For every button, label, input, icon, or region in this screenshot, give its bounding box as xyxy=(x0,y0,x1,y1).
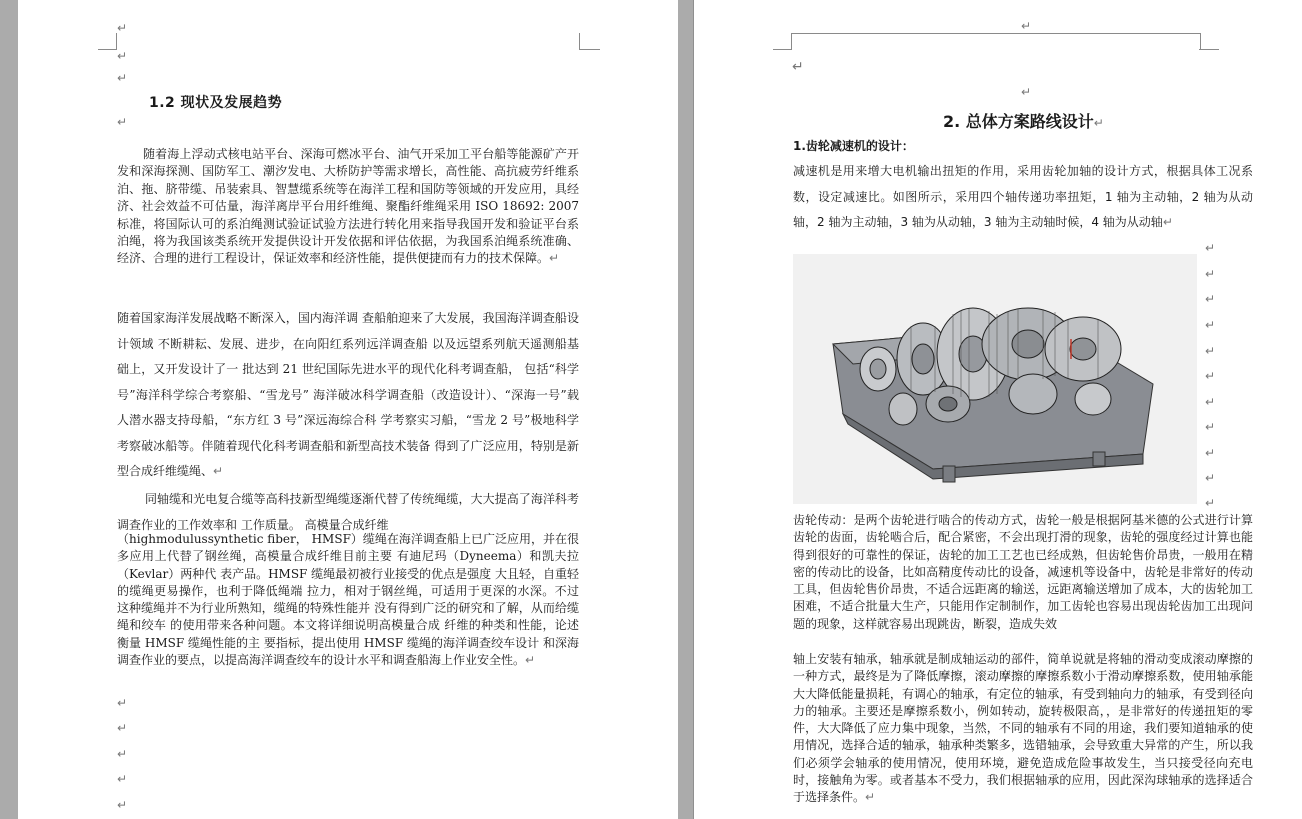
paragraph-mark: ↵ xyxy=(1205,369,1216,383)
paragraph-text: 随着海上浮动式核电站平台、深海可燃冰平台、油气开采加工平台船等能源矿产开发和深海探测、国防军工、潮汐发电、大桥防护等需求增长，高性能、高抗疲劳纤维系泊、拖、脐带缆、吊装索具、智慧缆系统等在海洋工程和国防等领域的开发应用，具经济、社会效益不可估量，海洋离岸平台用纤维绳、聚酯纤维绳采用 ISO 18692: 2007 标准，将国际认可的系泊绳测试验证试验方法进行转化用来指导我国开发和验证平台系泊绳，将为我国该类系统开发提供设计开发依据和评估依据，为我国系泊绳系统准确、经济、合理的进行工程设计，保证效率和经济性能，提供便捷而有力的技术保障。 xyxy=(117,147,579,266)
paragraph-text: （highmodulussynthetic fiber， HMSF）缆绳在海洋调查船上已广泛应用，并在很多应用上代替了钢丝绳，高模量合成纤维目前主要 有迪尼玛（Dyneema）和凯夫拉（Kevlar）两种代 表产品。HMSF 缆绳最初被行业接受的优点是强度 大且轻，自重轻的缆绳更易操作，也利于降低绳端 拉力，相对于钢丝绳，可适用于更深的水深。不过 这种缆绳并不为行业所熟知，缆绳的特殊性能并 没有得到广泛的研究和了解，从而给缆绳和绞车 的使用带来各种问题。本文将详细说明高模量合成 纤维的种类和性能，论述衡量 HMSF 缆绳性能的主 要指标，提出使用 HMSF 缆绳的海洋调查绞车设计 和深海调查作业的要点，以提高海洋调查绞车的设计水平和调查船海上作业安全性。 xyxy=(117,532,579,668)
paragraph-text: 齿轮传动：是两个齿轮进行啮合的传动方式，齿轮一般是根据阿基米德的公式进行计算齿轮的齿面，齿轮啮合后，配合紧密，不会出现打滑的现象，齿轮的强度经过计算也能得到很好的可靠性的保证，齿轮的加工工艺也已经成熟，但齿轮售价昂贵，一般用在精密的传动比的设备，比如高精度传动比的设备，减速机等设备中，齿轮是非常好的传动工具，但齿轮售价昂贵，不适合远距离的输送，远距离输送增加了成本，大的齿轮加工困难，不适合批量大生产，只能用作定制制作，加工齿轮也容易出现齿轮齿加工出现问题的现象，这样就容易出现跳齿，断裂，造成失效 xyxy=(793,513,1253,631)
body-paragraph xyxy=(793,512,1253,633)
paragraph-mark: ↵ xyxy=(1205,292,1216,306)
paragraph-mark: ↵ xyxy=(117,49,128,63)
paragraph-mark: ↵ xyxy=(117,747,128,761)
gear-reducer-figure xyxy=(793,254,1197,504)
crop-mark-top-left xyxy=(773,49,791,50)
section-heading: 1.2 现状及发展趋势 xyxy=(149,95,283,111)
header-frame xyxy=(791,33,1201,50)
paragraph-mark: ↵ xyxy=(792,59,804,75)
gear-reducer-image xyxy=(793,254,1197,504)
body-paragraph xyxy=(117,146,579,268)
paragraph-mark: ↵ xyxy=(1205,318,1216,332)
left-page xyxy=(18,0,678,819)
right-page xyxy=(693,0,1302,819)
crop-mark-top-right xyxy=(1199,49,1219,50)
paragraph-mark: ↵ xyxy=(117,798,128,812)
paragraph-mark: ↵ xyxy=(1205,344,1216,358)
body-paragraph xyxy=(117,531,579,669)
paragraph-mark: ↵ xyxy=(117,772,128,786)
paragraph-mark: ↵ xyxy=(1021,19,1032,33)
subsection-heading: 1.齿轮减速机的设计： xyxy=(793,139,914,153)
body-paragraph xyxy=(117,306,579,485)
paragraph-mark: ↵ xyxy=(1021,85,1032,99)
paragraph-mark: ↵ xyxy=(1205,395,1216,409)
crop-mark-top-left xyxy=(98,33,117,50)
paragraph-mark: ↵ xyxy=(1205,241,1216,255)
paragraph-mark: ↵ xyxy=(117,115,128,129)
page-edge xyxy=(693,0,694,819)
paragraph-mark: ↵ xyxy=(1205,446,1216,460)
paragraph-text: 随着国家海洋发展战略不断深入，国内海洋调 查船舶迎来了大发展，我国海洋调查船设计领域 不断耕耘、发展、进步，在向阳红系列远洋调查船 以及远望系列航天遥测船基础上，又开发设计了一 批达到 21 世纪国际先进水平的现代化科考调查船， 包括“科学号”海洋科学综合考察船、“雪龙号” 海洋破冰科学调查船（改造设计）、“深海一号”载 人潜水器支持母船，“东方红 3 号”深远海综合科 学考察实习船，“雪龙 2 号”极地科学考察破冰船等。伴随着现代化科考调查船和新型高技术装备 得到了广泛应用，特别是新型合成纤维缆绳、 xyxy=(117,311,579,478)
crop-mark-top-right xyxy=(579,33,600,50)
paragraph-mark: ↵ xyxy=(1205,496,1216,510)
paragraph-mark: ↵ xyxy=(1093,116,1104,130)
paragraph-mark: ↵ xyxy=(117,71,128,85)
paragraph-mark: ↵ xyxy=(549,251,560,266)
paragraph-mark: ↵ xyxy=(525,653,536,668)
body-paragraph xyxy=(793,159,1253,236)
paragraph-mark: ↵ xyxy=(865,790,876,805)
paragraph-text: 同轴缆和光电复合缆等高科技新型绳缆逐渐代替了传统绳缆，大大提高了海洋科考调查作业的工作效率和 工作质量。 高模量合成纤维 xyxy=(117,492,579,532)
paragraph-mark: ↵ xyxy=(117,696,128,710)
paragraph-mark: ↵ xyxy=(117,21,128,35)
paragraph-text: 轴上安装有轴承，轴承就是制成轴运动的部件，简单说就是将轴的滑动变成滚动摩擦的一种方式，最终是为了降低摩擦，滚动摩擦的摩擦系数小于滑动摩擦系数，使用轴承能大大降低能量损耗，有调心的轴承，有定位的轴承，有受到轴向力的轴承，有受到径向力的轴承。主要还是摩擦系数小，例如转动，旋转极限高，，是非常好的传递扭矩的零件，大大降低了应力集中现象，当然，不同的轴承有不同的用途，我们要知道轴承的使用情况，选择合适的轴承，轴承种类繁多，选错轴承，会导致重大异常的产生，所以我们必须学会轴承的使用情况，使用环境，避免造成危险事故发生，当只接受径向充电时，接触角为零。或者基本不受力，我们根据轴承的应用，因此深沟球轴承的选择适合于选择条件。 xyxy=(793,652,1253,805)
body-paragraph xyxy=(793,651,1253,807)
paragraph-text: 减速机是用来增大电机输出扭矩的作用，采用齿轮加轴的设计方式，根据具体工况系数，设定减速比。如图所示，采用四个轴传递功率扭矩，1 轴为主动轴，2 轴为从动轴，2 轴为主动轴，3 轴为从动轴，3 轴为主动轴时候，4 轴为从动轴 xyxy=(793,164,1253,229)
paragraph-mark: ↵ xyxy=(1162,215,1173,229)
paragraph-mark: ↵ xyxy=(1205,420,1216,434)
paragraph-mark: ↵ xyxy=(213,464,224,478)
paragraph-mark: ↵ xyxy=(1205,471,1216,485)
paragraph-mark: ↵ xyxy=(1205,267,1216,281)
section-heading xyxy=(943,109,1104,132)
paragraph-mark: ↵ xyxy=(117,721,128,735)
heading-text: 2. 总体方案路线设计 xyxy=(943,112,1094,131)
